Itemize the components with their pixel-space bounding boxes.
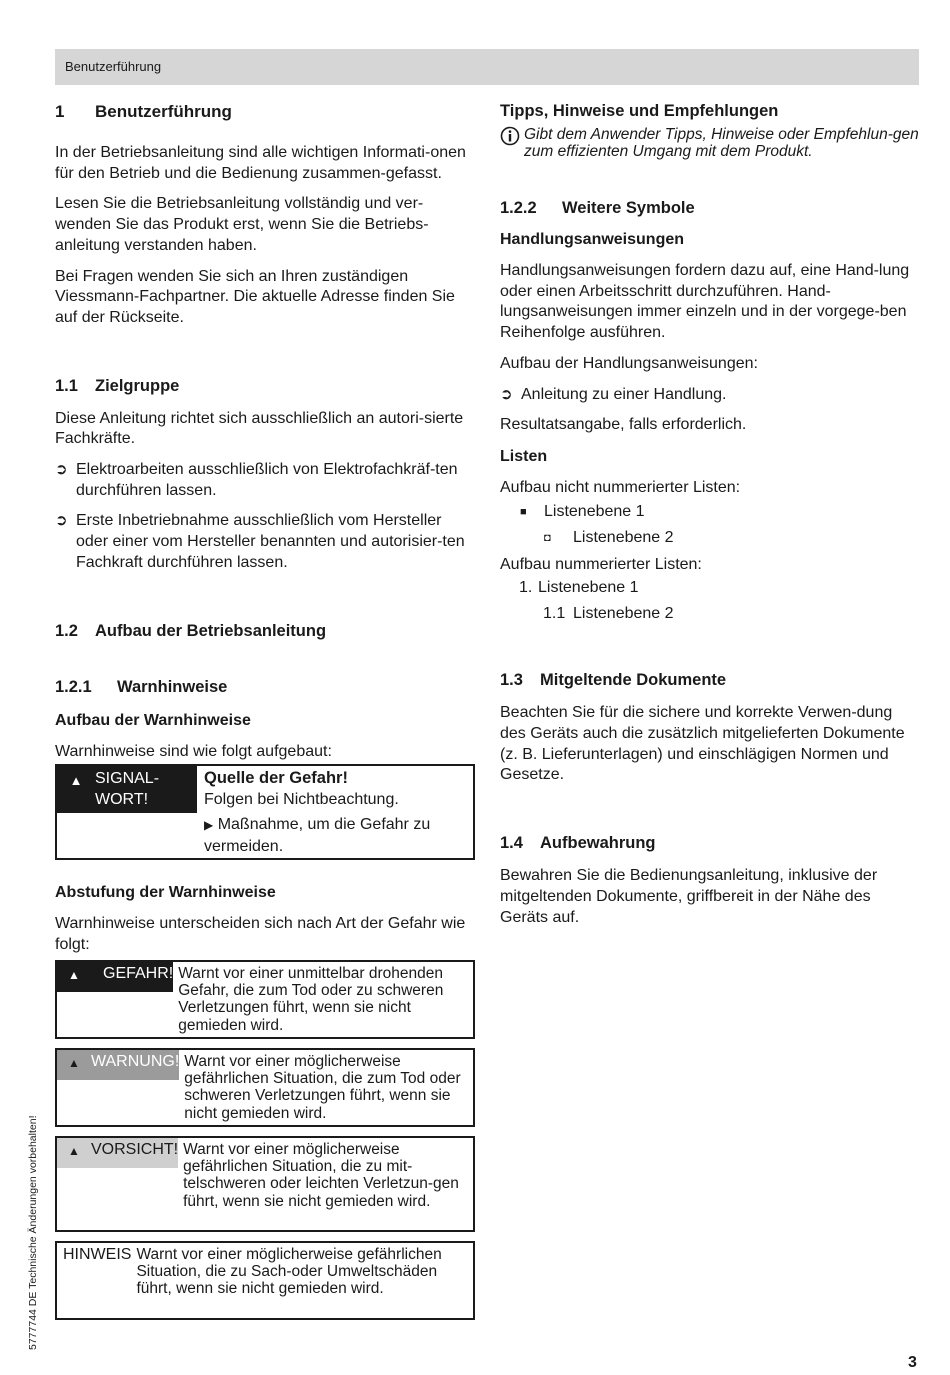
level-box-warnung: ▲ WARNUNG! Warnt vor einer möglicherweise gefährlichen Situation, die zum Tod oder schweren Verletzungen führt, wenn sie nicht gemieden wird.: [55, 1048, 475, 1127]
right-column: [500, 100, 920, 938]
side-margin-note: 5777744 DE Technische Änderungen vorbehalten!: [27, 1115, 39, 1350]
list-item: ■ Listenebene 1: [500, 499, 920, 525]
section-1-1-heading: 1.1 Zielgruppe: [55, 376, 180, 395]
list-item: 1. Listenebene 1: [519, 579, 639, 597]
warning-structure-box: [55, 764, 475, 860]
running-header-title: Benutzerführung: [65, 59, 162, 74]
section-1-2-heading: 1.2 Aufbau der Betriebsanleitung: [55, 621, 327, 640]
running-header: [55, 49, 919, 85]
level-label: ▲ WARNUNG!: [57, 1050, 179, 1080]
level-box-gefahr: ▲ GEFAHR! Warnt vor einer unmittelbar drohenden Gefahr, die zum Tod oder zu schweren Verletzungen führt, wenn sie nicht gemieden wird.: [55, 960, 475, 1039]
subheading-abstufung: Abstufung der Warnhinweise: [55, 884, 276, 902]
list-item: 1.1 Listenebene 2: [543, 605, 674, 623]
warning-triangle-icon: ▲: [68, 1143, 80, 1158]
subheading-tips: Tipps, Hinweise und Empfehlungen: [500, 102, 779, 120]
arrow-right-icon: ➲: [500, 385, 513, 403]
subheading-aufbau: Aufbau der Warnhinweise: [55, 711, 251, 729]
paragraph: Warnhinweise unterscheiden sich nach Art der Gefahr wie folgt:: [55, 915, 466, 953]
paragraph: Warnhinweise sind wie folgt aufgebaut:: [55, 742, 332, 760]
instruction-item: ➲ Erste Inbetriebnahme ausschließlich vom Hersteller oder einer vom Hersteller benannten und autorisier-ten Fachkraft durchführen lassen.: [55, 511, 475, 573]
paragraph: Diese Anleitung richtet sich ausschließlich an autori-sierte Fachkräfte.: [55, 409, 464, 448]
paragraph: Resultatsangabe, falls erforderlich.: [500, 416, 747, 434]
triangle-right-icon: ▶: [204, 818, 214, 833]
level-box-vorsicht: ▲ VORSICHT! Warnt vor einer möglicherweise gefährlichen Situation, die zu mit-telschweren oder leichten Verletzun-gen führt, wenn sie nicht gemieden wird.: [55, 1136, 475, 1232]
square-bullet-icon: ■: [520, 505, 527, 518]
section-1-heading: 1 Benutzerführung: [55, 102, 232, 121]
paragraph: Aufbau nicht nummerierter Listen:: [500, 478, 741, 496]
paragraph: Aufbau nummerierter Listen:: [500, 555, 702, 573]
subheading-handlung: Handlungsanweisungen: [500, 231, 685, 248]
section-1-2-2-heading: 1.2.2 Weitere Symbole: [500, 199, 695, 217]
paragraph: Bewahren Sie die Bedienungsanleitung, inklusive der mitgeltenden Dokumente, griffbereit in der Nähe des Geräts auf.: [500, 867, 878, 926]
level-label: HINWEIS: [63, 1245, 132, 1263]
paragraph: Aufbau der Handlungsanweisungen:: [500, 354, 758, 372]
level-label: ▲ GEFAHR!: [57, 962, 173, 992]
level-box-hinweis: HINWEIS Warnt vor einer möglicherweise gefährlichen Situation, die zu Sach-oder Umweltschäden führt, wenn sie nicht gemieden wird.: [55, 1241, 475, 1320]
paragraph: Lesen Sie die Betriebsanleitung vollständig und ver-wenden Sie das Produkt erst, wenn Sie die Betriebs-anleitung verstanden haben.: [55, 195, 429, 254]
arrow-right-icon: ➲: [55, 512, 68, 530]
signal-word-label: ▲ SIGNAL- WORT!: [57, 766, 197, 813]
instruction-item: ➲ Elektroarbeiten ausschließlich von Elektrofachkräf-ten durchführen lassen.: [55, 460, 475, 501]
warning-triangle-icon: ▲: [69, 773, 83, 789]
section-1-2-1-heading: 1.2.1 Warnhinweise: [55, 677, 228, 696]
section-1-4-heading: 1.4 Aufbewahrung: [500, 834, 656, 853]
subheading-listen: Listen: [500, 447, 548, 465]
arrow-right-icon: ➲: [55, 461, 68, 479]
info-icon: [500, 126, 520, 146]
warning-triangle-icon: ▲: [68, 1055, 80, 1070]
page-number: 3: [908, 1354, 917, 1371]
paragraph: In der Betriebsanleitung sind alle wichtigen Informati-onen für den Betrieb und die Bedienung zusammen-gefasst.: [55, 144, 466, 182]
list-item: ◘ Listenebene 2: [500, 525, 920, 551]
instruction-item: ➲ Anleitung zu einer Handlung.: [500, 385, 920, 406]
tip-block: Gibt dem Anwender Tipps, Hinweise oder Empfehlun-gen zum effizienten Umgang mit dem Produkt.: [500, 126, 920, 160]
paragraph: Handlungsanweisungen fordern dazu auf, eine Hand-lung oder einen Arbeitsschritt durchzuführen. Hand-lungsanweisungen immer einzeln und in der vorgege-ben Reihenfolge ausführen.: [500, 262, 910, 342]
warning-triangle-icon: ▲: [68, 967, 80, 982]
paragraph: Bei Fragen wenden Sie sich an Ihren zuständigen Viessmann-Fachpartner. Die aktuelle Adresse finden Sie auf der Rückseite.: [55, 267, 455, 326]
left-column: [55, 100, 475, 1329]
square-bullet-icon: ◘: [544, 531, 551, 544]
warning-structure-text: Quelle der Gefahr! Folgen bei Nichtbeachtung. ▶ Maßnahme, um die Gefahr zu vermeiden.: [204, 769, 431, 856]
level-label: ▲ VORSICHT!: [57, 1138, 178, 1168]
section-1-3-heading: 1.3 Mitgeltende Dokumente: [500, 671, 727, 690]
paragraph: Beachten Sie für die sichere und korrekte Verwen-dung des Geräts auch die zusätzlich mitgelieferten Dokumente (z. B. Lieferunterlagen) und einschlägigen Normen und Gesetze.: [500, 704, 905, 784]
